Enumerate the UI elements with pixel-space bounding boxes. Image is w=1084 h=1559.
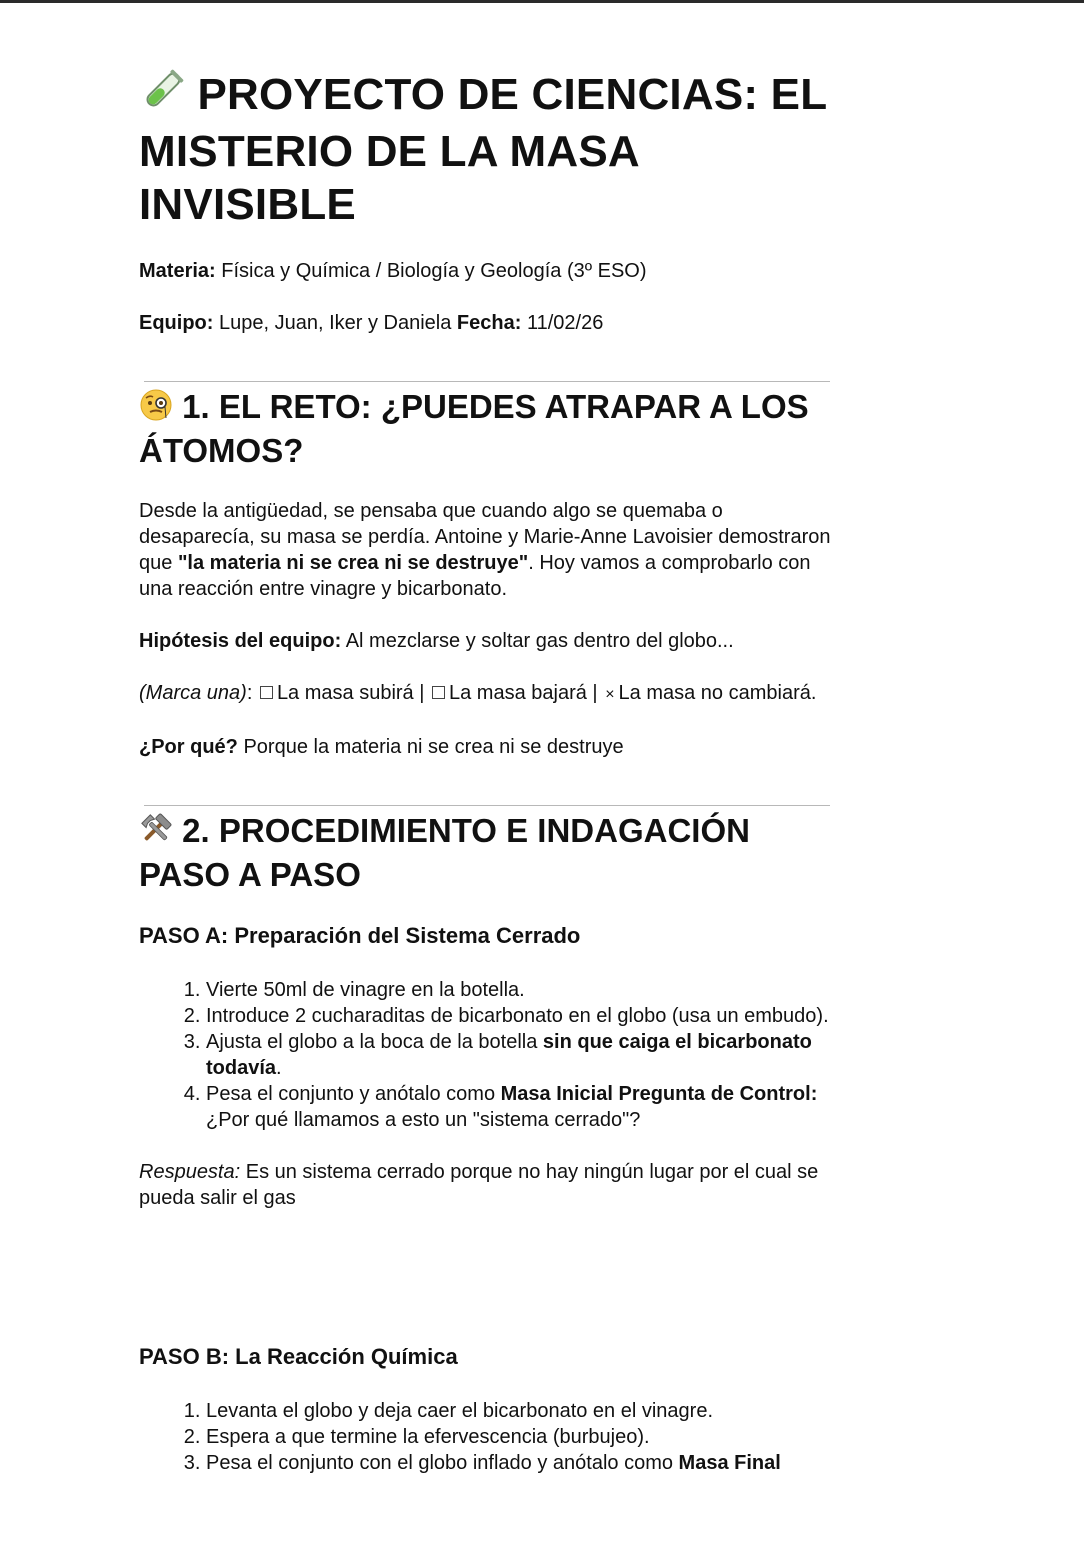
- why-line: [139, 734, 839, 760]
- date-value: 11/02/26: [521, 312, 604, 334]
- checkbox-mass-down[interactable]: [432, 686, 445, 699]
- subject-label: Materia:: [139, 260, 216, 282]
- section-divider: [144, 805, 830, 806]
- list-item: 1. Vierte 50ml de vinagre en la botella.: [206, 977, 839, 1003]
- document-page: [139, 68, 839, 1476]
- list-item: 2. Espera a que termine la efervescencia (burbujeo).: [206, 1424, 839, 1450]
- option-mass-up: La masa subirá |: [276, 682, 425, 704]
- monocle-face-icon: [139, 388, 173, 431]
- answer-label: Respuesta:: [139, 1161, 241, 1183]
- why-answer: Porque la materia ni se crea ni se destruye: [237, 736, 624, 758]
- mark-colon: :: [246, 682, 253, 704]
- item-bold: Masa Final: [678, 1452, 781, 1474]
- item-text: ¿Por qué llamamos a esto un "sistema cerrado"?: [206, 1109, 641, 1131]
- intro-quote: "la materia ni se crea ni se destruye": [177, 552, 529, 574]
- intro-text-b: . Hoy vamos a comprobarlo con una reacción entre vinagre y bicarbonato.: [139, 552, 811, 600]
- section-2-heading: [139, 811, 839, 895]
- step-b-list: [139, 1398, 839, 1476]
- option-mass-down: La masa bajará |: [449, 682, 598, 704]
- hypothesis-label: Hipótesis del equipo:: [139, 630, 342, 652]
- list-item: [206, 1081, 839, 1133]
- hypothesis-options: [139, 680, 839, 708]
- answer-text: Es un sistema cerrado porque no hay ningún lugar por el cual se pueda salir el gas: [139, 1161, 819, 1209]
- page-title: [139, 68, 839, 231]
- item-text: Pesa el conjunto y anótalo como: [206, 1083, 501, 1105]
- intro-text-a: Desde la antigüedad, se pensaba que cuando algo se quemaba o desaparecía, su masa se perdía. Antoine y Marie-Anne Lavoisier demostraron que: [139, 500, 831, 574]
- date-label: Fecha:: [456, 312, 522, 334]
- test-tube-icon: [139, 69, 185, 125]
- control-answer: [139, 1159, 839, 1211]
- section-1-heading-text: 1. EL RETO: ¿PUEDES ATRAPAR A LOS ÁTOMOS?: [139, 388, 809, 469]
- subject-value: Física y Química / Biología y Geología (3º ESO): [215, 260, 647, 282]
- item-bold: Masa Inicial Pregunta de Control:: [500, 1083, 818, 1105]
- step-a-heading: PASO A: Preparación del Sistema Cerrado: [139, 923, 581, 948]
- top-border: [0, 0, 1084, 3]
- hypothesis-line: [139, 628, 839, 654]
- item-text: .: [276, 1057, 282, 1079]
- item-text: Pesa el conjunto con el globo inflado y anótalo como: [206, 1452, 679, 1474]
- mark-one-label: (Marca una): [139, 682, 247, 704]
- page-title-text: PROYECTO DE CIENCIAS: EL MISTERIO DE LA MASA INVISIBLE: [139, 70, 827, 229]
- section-1-heading: [139, 387, 839, 471]
- list-item: [206, 1450, 839, 1476]
- hammer-wrench-icon: [139, 812, 173, 855]
- team-label: Equipo:: [139, 312, 214, 334]
- hypothesis-text: Al mezclarse y soltar gas dentro del globo...: [341, 630, 734, 652]
- team-value: Lupe, Juan, Iker y Daniela: [213, 312, 457, 334]
- section-divider: [144, 381, 830, 382]
- team-line: [139, 310, 839, 336]
- intro-paragraph: [139, 498, 839, 602]
- list-item: 2. Introduce 2 cucharaditas de bicarbonato en el globo (usa un embudo).: [206, 1003, 839, 1029]
- why-label: ¿Por qué?: [139, 736, 238, 758]
- checkbox-mass-same-checked[interactable]: ×: [605, 686, 615, 703]
- item-bold: sin que caiga el bicarbonato todavía: [206, 1031, 812, 1079]
- section-2-heading-text: 2. PROCEDIMIENTO E INDAGACIÓN PASO A PASO: [139, 812, 750, 893]
- subject-line: [139, 258, 839, 284]
- option-mass-same: La masa no cambiará.: [618, 682, 817, 704]
- step-b-heading: PASO B: La Reacción Química: [139, 1344, 458, 1369]
- item-text: Ajusta el globo a la boca de la botella: [206, 1031, 543, 1053]
- list-item: [206, 1029, 839, 1081]
- list-item: 1. Levanta el globo y deja caer el bicarbonato en el vinagre.: [206, 1398, 839, 1424]
- step-a-list: [139, 977, 839, 1133]
- checkbox-mass-up[interactable]: [260, 686, 273, 699]
